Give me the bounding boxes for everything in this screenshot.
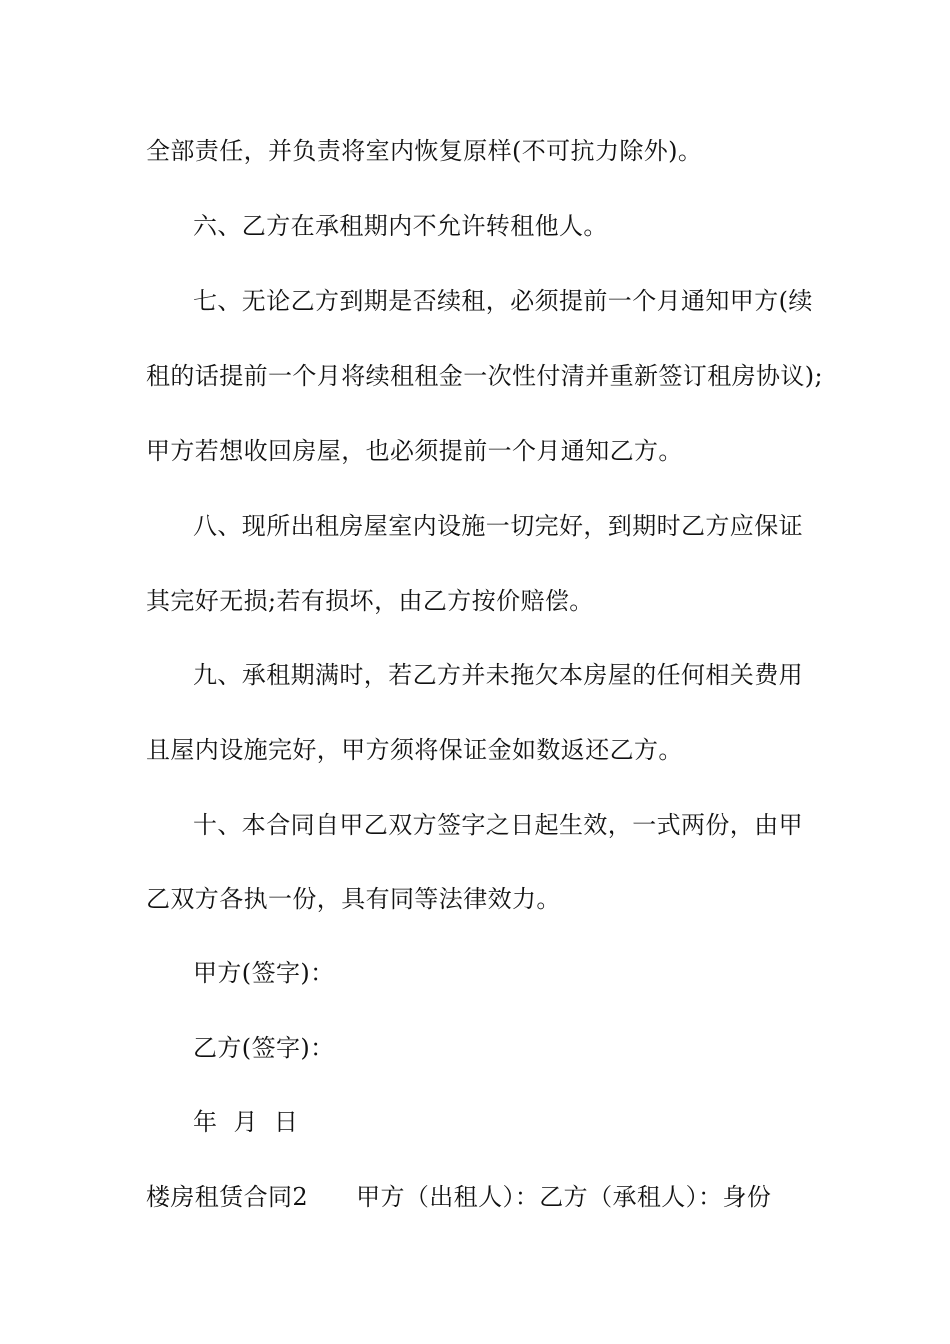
signing-date: 年 月 日 bbox=[193, 1108, 299, 1136]
next-contract-line bbox=[146, 1177, 816, 1217]
party-b-signature: 乙方(签字)： bbox=[193, 1034, 335, 1062]
clause-9: 九、承租期满时，若乙方并未拖欠本房屋的任何相关费用 bbox=[193, 661, 803, 689]
party-a-signature: 甲方(签字)： bbox=[193, 959, 335, 987]
contract-parties: 甲方（出租人）：乙方（承租人）：身份 bbox=[356, 1183, 772, 1211]
paragraph-line: 且屋内设施完好，甲方须将保证金如数返还乙方。 bbox=[146, 736, 683, 764]
paragraph-line: 全部责任，并负责将室内恢复原样(不可抗力除外)。 bbox=[146, 137, 703, 165]
paragraph-line: 乙双方各执一份，具有同等法律效力。 bbox=[146, 885, 561, 913]
paragraph-line: 租的话提前一个月将续租租金一次性付清并重新签订租房协议); bbox=[146, 362, 824, 390]
paragraph-line: 甲方若想收回房屋，也必须提前一个月通知乙方。 bbox=[146, 437, 683, 465]
clause-10: 十、本合同自甲乙双方签字之日起生效，一式两份，由甲 bbox=[193, 811, 803, 839]
clause-7: 七、无论乙方到期是否续租，必须提前一个月通知甲方(续 bbox=[193, 287, 813, 315]
clause-8: 八、现所出租房屋室内设施一切完好，到期时乙方应保证 bbox=[193, 512, 803, 540]
clause-6: 六、乙方在承租期内不允许转租他人。 bbox=[193, 212, 608, 240]
contract-title: 楼房租赁合同2 bbox=[146, 1183, 309, 1211]
paragraph-line: 其完好无损;若有损坏，由乙方按价赔偿。 bbox=[146, 587, 594, 615]
